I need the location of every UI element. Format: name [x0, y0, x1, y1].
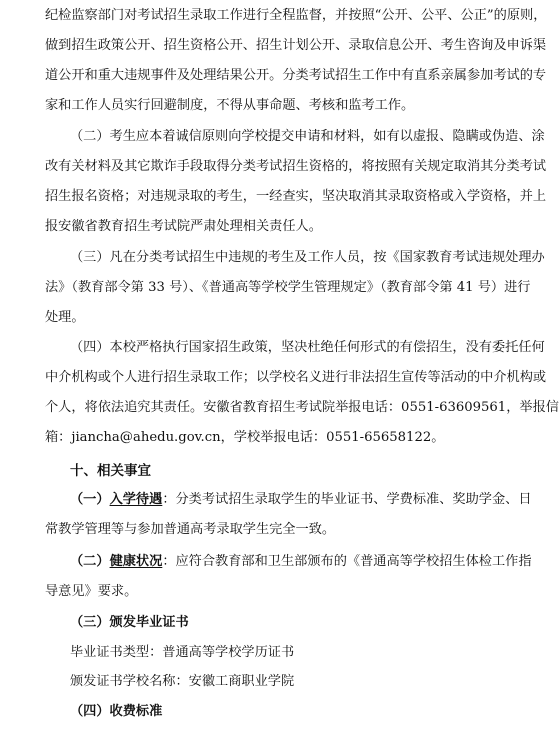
paragraph-line: （三）凡在分类考试招生中违规的考生及工作人员，按《国家教育考试违规处理办	[70, 250, 545, 265]
paragraph-line: 处理。	[45, 310, 85, 325]
item-label: （一）	[70, 492, 110, 507]
paragraph-line: 纪检监察部门对考试招生录取工作进行全程监督，并按照“公开、公平、公正”的原则，	[45, 8, 547, 23]
item-title: 健康状况	[109, 554, 163, 569]
issuing-school: 颁发证书学校名称：安徽工商职业学院	[70, 674, 295, 689]
item-line	[70, 552, 532, 572]
item-text: ：分类考试招生录取学生的毕业证书、学费标准、奖助学金、日	[162, 492, 532, 507]
paragraph-line: 中介机构或个人进行招生录取工作；以学校名义进行非法招生宣传等活动的中介机构或	[45, 370, 547, 385]
item-line: 常教学管理等与参加普通高考录取学生完全一致。	[45, 522, 336, 537]
item-title: 入学待遇	[109, 492, 163, 507]
paragraph-line: 法》（教育部令第 33 号）、《普通高等学校学生管理规定》（教育部令第 41 号）进行	[45, 280, 531, 295]
subsection-heading: （三）颁发毕业证书	[70, 615, 189, 630]
paragraph-line: 做到招生政策公开、招生资格公开、招生计划公开、录取信息公开、考生咨询及申诉渠	[45, 38, 547, 53]
subsection-heading: （四）收费标准	[70, 704, 163, 719]
section-heading: 十、相关事宜	[70, 463, 151, 479]
paragraph-line: （二）考生应本着诚信原则向学校提交申请和材料，如有以虚报、隐瞒或伪造、涂	[70, 129, 545, 144]
paragraph-line: 箱：jiancha@ahedu.gov.cn，学校举报电话：0551-65658122。	[45, 430, 445, 445]
item-line: 导意见》要求。	[45, 584, 138, 599]
paragraph-line: 招生报名资格；对违规录取的考生，一经查实，坚决取消其录取资格或入学资格，并上	[45, 189, 547, 204]
paragraph-line: 个人，将依法追究其责任。安徽省教育招生考试院举报电话：0551-63609561，举报信	[45, 400, 559, 415]
paragraph-line: 家和工作人员实行回避制度，不得从事命题、考核和监考工作。	[45, 98, 415, 113]
paragraph-line: （四）本校严格执行国家招生政策，坚决杜绝任何形式的有偿招生，没有委托任何	[70, 340, 545, 355]
paragraph-line: 改有关材料及其它欺诈手段取得分类考试招生资格的，将按照有关规定取消其分类考试	[45, 159, 547, 174]
certificate-type: 毕业证书类型：普通高等学校学历证书	[70, 645, 295, 660]
item-line	[70, 490, 532, 510]
paragraph-line: 道公开和重大违规事件及处理结果公开。分类考试招生工作中有直系亲属参加考试的专	[45, 68, 547, 83]
paragraph-line: 报安徽省教育招生考试院严肃处理相关责任人。	[45, 219, 322, 234]
item-label: （二）	[70, 554, 110, 569]
item-text: ：应符合教育部和卫生部颁布的《普通高等学校招生体检工作指	[162, 554, 532, 569]
